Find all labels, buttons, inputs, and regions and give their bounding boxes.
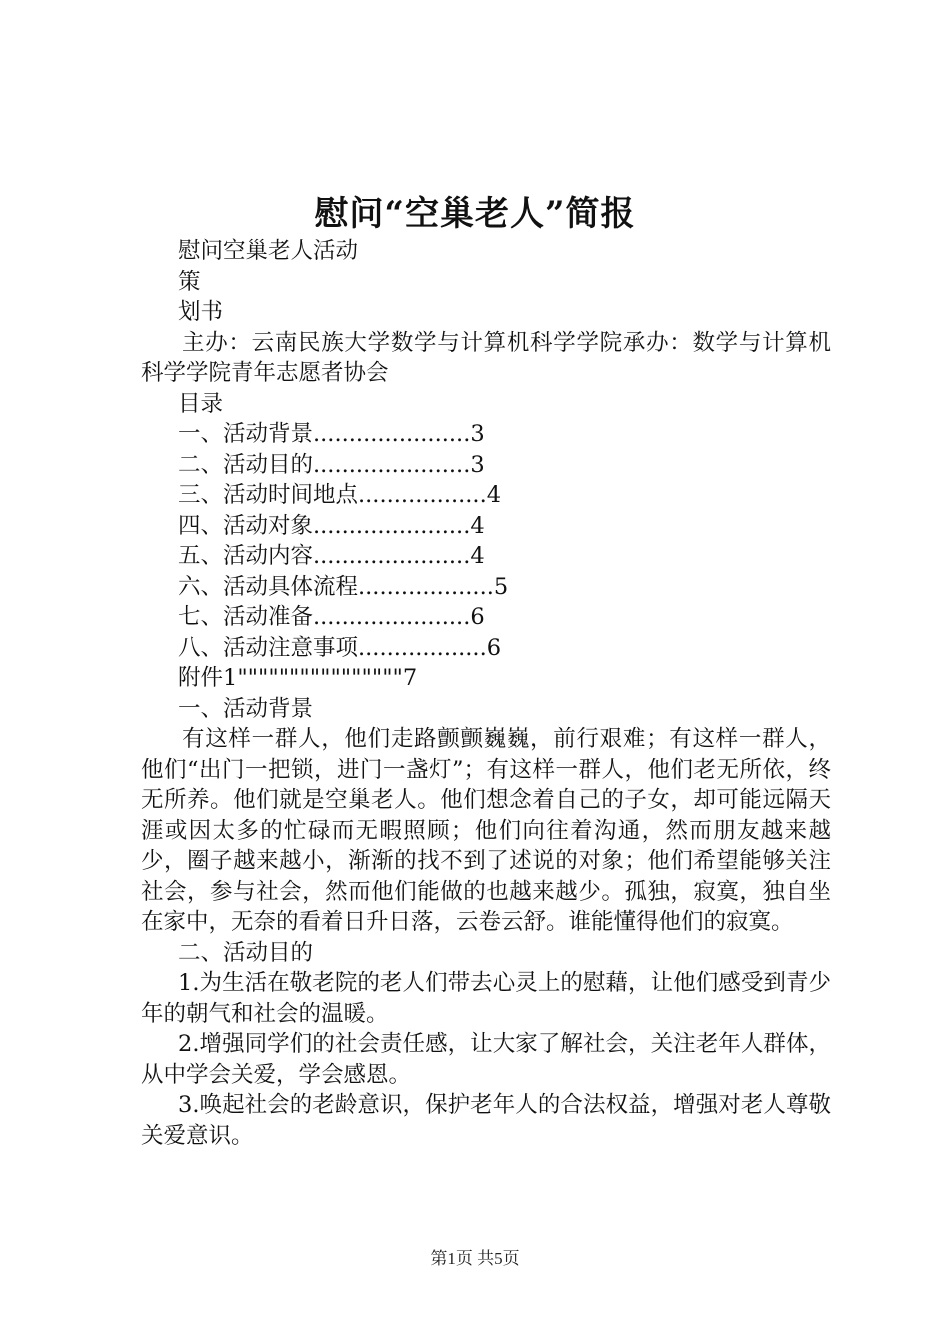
organizer-text: 主办：云南民族大学数学与计算机科学学院承办：数学与计算机科学学院青年志愿者协会 xyxy=(141,329,831,386)
page-footer: 第1页 共5页 xyxy=(430,1249,520,1268)
subtitle-line: 策 xyxy=(178,268,201,295)
section-heading: 一、活动背景 xyxy=(178,695,314,722)
purpose-item: 1.为生活在敬老院的老人们带去心灵上的慰藉，让他们感受到青少年的朝气和社会的温暖。 xyxy=(141,970,831,1027)
toc-item: 一、活动背景......................3 xyxy=(178,421,485,447)
toc-item: 七、活动准备......................6 xyxy=(178,604,485,630)
purpose-item: 2.增强同学们的社会责任感，让大家了解社会，关注老年人群体，从中学会关爱，学会感恩。 xyxy=(141,1031,831,1088)
toc-item: 四、活动对象......................4 xyxy=(178,512,485,539)
toc-item: 五、活动内容......................4 xyxy=(178,543,485,569)
subtitle-line: 划书 xyxy=(178,299,224,325)
section-paragraph: 有这样一群人，他们走路颤颤巍巍，前行艰难；有这样一群人，他们“出门一把锁，进门一盏灯”；有这样一群人，他们老无所依，终无所养。他们就是空巢老人。他们想念着自己的子女，却可能远隔天涯或因太多的忙碌而无暇照顾；他们向往着沟通，然而朋友越来越少，圈子越来越小，渐渐的找不到了述说的对象；他们希望能够关注社会，参与社会，然而他们能做的也越来越少。孤独，寂寞，独自坐在家中，无奈的看着日升日落，云卷云舒。谁能懂得他们的寂寞。 xyxy=(141,726,831,935)
toc-item: 八、活动注意事项..................6 xyxy=(178,634,502,661)
purpose-item: 3.唤起社会的老龄意识，保护老年人的合法权益，增强对老人尊敬关爱意识。 xyxy=(141,1092,831,1149)
toc-item: 附件1""""""""""""""""7 xyxy=(178,665,418,691)
section-heading: 二、活动目的 xyxy=(178,939,314,966)
document-body xyxy=(141,236,831,1151)
subtitle-line: 慰问空巢老人活动 xyxy=(178,238,359,264)
document-title: 慰问“空巢老人”简报 xyxy=(314,194,636,234)
toc-heading: 目录 xyxy=(178,390,224,417)
toc-item: 二、活动目的......................3 xyxy=(178,451,485,478)
toc-item: 三、活动时间地点..................4 xyxy=(178,482,502,508)
toc-item: 六、活动具体流程...................5 xyxy=(178,573,509,600)
